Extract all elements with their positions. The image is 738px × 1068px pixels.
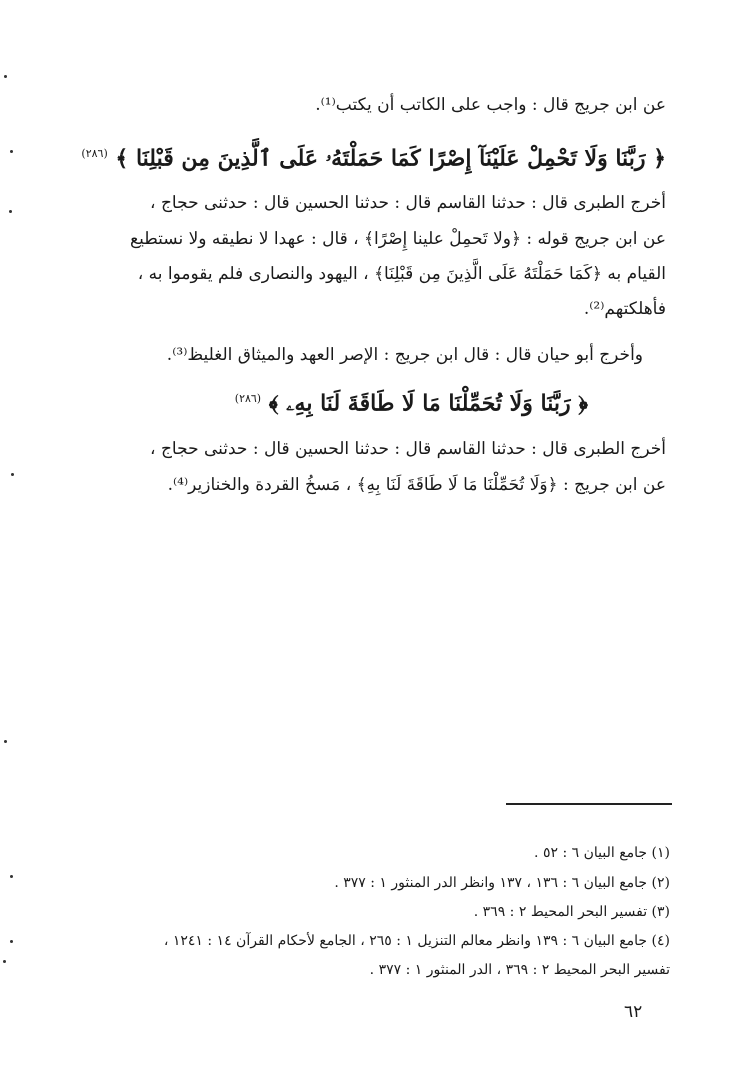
scan-speck [11,473,14,476]
verse-2-number: (٢٨٦) [234,392,262,405]
paragraph-3-line-1: أخرج الطبرى قال : حدثنا القاسم قال : حدثنا الحسين قال : حدثنى حجاج ، [150,439,666,459]
quran-verse-2 [235,383,588,419]
verse-1-number: (٢٨٦) [81,147,108,160]
footnote-separator [506,803,672,805]
page-number: ٦٢ [624,1002,643,1022]
paragraph-2-line-1: وأخرج أبو حيان قال : قال ابن جريج : الإصر العهد والميثاق الغليظ⁽³⁾. [166,345,643,365]
text-line-1: عن ابن جريج قال : واجب على الكاتب أن يكتب⁽¹⁾. [315,95,666,115]
scan-speck [4,75,7,78]
paragraph-3-line-2: عن ابن جريج : ﴿وَلَا تُحَمِّلْنَا مَا لَا طَاقَةَ لَنَا بِهِ﴾ ، مَسخُ القردة والخنازير⁽⁴⁾. [167,475,666,495]
quran-verse-1 [81,138,666,174]
footnote-3: (٣) تفسير البحر المحيط ٢ : ٣٦٩ . [473,904,670,920]
scan-speck [9,210,12,213]
scan-speck [10,150,13,153]
scan-speck [4,740,7,743]
footnote-4-line-1: (٤) جامع البيان ٦ : ١٣٩ وانظر معالم التنزيل ١ : ٢٦٥ ، الجامع لأحكام القرآن ١٤ : ١٢٤١ ، [163,933,670,949]
scan-speck [10,875,13,878]
paragraph-1-line-2: عن ابن جريج قوله : ﴿ولا تَحمِلْ علينا إِصْرًا﴾ ، قال : عهدا لا نطيقه ولا نستطيع [130,229,666,249]
scan-speck [3,960,6,963]
paragraph-1-line-4: فأهلكتهم⁽²⁾. [583,299,666,319]
verse-2-text: ﴿ رَبَّنَا وَلَا تُحَمِّلْنَا مَا لَا طَاقَةَ لَنَا بِهِۦ ﴾ [268,390,588,417]
footnote-1: (١) جامع البيان ٦ : ٥٢ . [534,845,670,861]
verse-1-text: ﴿ رَبَّنَا وَلَا تَحْمِلْ عَلَيْنَآ إِصْرًا كَمَا حَمَلْتَهُۥ عَلَى ٱلَّذِينَ مِن قَبْلِنَا ﴾ [115,145,666,172]
paragraph-1-line-3: القيام به ﴿كَمَا حَمَلْتَهُ عَلَى الَّذِينَ مِن قَبْلِنَا﴾ ، اليهود والنصارى فلم يقوموا به ، [137,264,666,284]
scan-speck [10,940,13,943]
footnote-4-line-2: تفسير البحر المحيط ٢ : ٣٦٩ ، الدر المنثور ١ : ٣٧٧ . [369,962,670,978]
footnote-2: (٢) جامع البيان ٦ : ١٣٦ ، ١٣٧ وانظر الدر المنثور ١ : ٣٧٧ . [334,875,670,891]
paragraph-1-line-1: أخرج الطبرى قال : حدثنا القاسم قال : حدثنا الحسين قال : حدثنى حجاج ، [150,193,666,213]
